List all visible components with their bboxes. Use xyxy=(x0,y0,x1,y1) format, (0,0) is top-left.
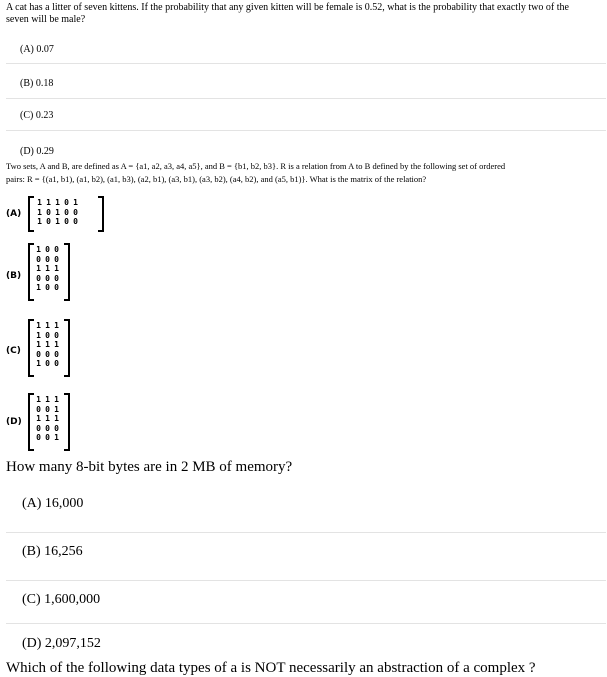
matrix-cell: 1 xyxy=(36,321,41,330)
matrix-cell: 1 xyxy=(36,245,41,254)
q3-option-b[interactable]: (B) 16,256 xyxy=(22,544,83,559)
matrix-row xyxy=(34,405,61,415)
matrix-cell: 0 xyxy=(45,359,50,368)
question-2-text xyxy=(6,160,606,186)
question-2-line-1: Two sets, A and B, are defined as A = {a1, a2, a3, a4, a5}, and B = {b1, b2, b3}. R is a relation from A to B defined by the following set of ordered xyxy=(6,161,506,171)
matrix-cell: 0 xyxy=(36,254,41,264)
matrix-option-c xyxy=(28,319,70,377)
matrix-b-table xyxy=(34,245,61,293)
matrix-row xyxy=(34,245,61,255)
q3-option-d[interactable]: (D) 2,097,152 xyxy=(22,636,101,651)
matrix-cell: 1 xyxy=(54,414,59,423)
matrix-cell: 1 xyxy=(54,395,59,404)
matrix-cell: 0 xyxy=(64,198,69,207)
matrix-cell: 0 xyxy=(54,359,59,368)
matrix-cell: 1 xyxy=(55,217,60,226)
matrix-cell: 1 xyxy=(55,198,60,207)
question-1-text xyxy=(6,2,606,26)
matrix-cell: 0 xyxy=(54,254,59,264)
question-2-line-2: pairs: R = {(a1, b1), (a1, b2), (a1, b3), (a2, b1), (a3, b1), (a3, b2), (a4, b2), and (a5, b1)}. What is the matrix of the relation? xyxy=(6,174,427,184)
q3-option-a[interactable]: (A) 16,000 xyxy=(22,496,84,511)
matrix-cell: 1 xyxy=(37,217,42,226)
matrix-cell: 0 xyxy=(45,404,50,414)
matrix-option-b xyxy=(28,243,70,301)
q1-option-d[interactable]: (D) 0.29 xyxy=(20,146,54,157)
matrix-row xyxy=(34,255,61,265)
matrix-cell: 0 xyxy=(45,433,50,442)
matrix-cell: 1 xyxy=(73,198,78,207)
matrix-cell: 0 xyxy=(46,217,51,226)
matrix-cell: 0 xyxy=(36,349,41,359)
matrix-cell: 1 xyxy=(37,207,42,217)
divider xyxy=(6,532,606,533)
matrix-cell: 0 xyxy=(36,433,41,442)
q1-option-b[interactable]: (B) 0.18 xyxy=(20,78,54,89)
matrix-row xyxy=(34,321,61,331)
matrix-row xyxy=(34,433,61,443)
matrix-row xyxy=(34,414,61,424)
q2-label-b[interactable]: (B) xyxy=(6,271,22,281)
matrix-cell: 0 xyxy=(45,423,50,433)
matrix-row xyxy=(34,264,61,274)
matrix-cell: 0 xyxy=(54,349,59,359)
divider xyxy=(6,130,606,131)
matrix-option-d xyxy=(28,393,70,451)
matrix-row xyxy=(35,198,80,208)
matrix-cell: 1 xyxy=(46,198,51,207)
matrix-cell: 1 xyxy=(37,198,42,207)
matrix-row xyxy=(34,395,61,405)
q2-label-a[interactable]: (A) xyxy=(6,209,22,219)
matrix-cell: 1 xyxy=(45,414,50,423)
matrix-cell: 1 xyxy=(36,330,41,340)
matrix-cell: 1 xyxy=(55,207,60,217)
matrix-cell: 1 xyxy=(45,340,50,349)
matrix-cell: 0 xyxy=(45,283,50,292)
q1-option-a[interactable]: (A) 0.07 xyxy=(20,44,54,55)
matrix-row xyxy=(34,350,61,360)
matrix-row xyxy=(35,217,80,227)
matrix-cell: 1 xyxy=(45,395,50,404)
divider xyxy=(6,623,606,624)
matrix-cell: 1 xyxy=(54,340,59,349)
matrix-cell: 0 xyxy=(54,283,59,292)
matrix-cell: 1 xyxy=(45,264,50,273)
matrix-cell: 1 xyxy=(36,395,41,404)
matrix-cell: 0 xyxy=(73,207,78,217)
q2-label-c[interactable]: (C) xyxy=(6,346,21,356)
matrix-row xyxy=(34,424,61,434)
matrix-cell: 0 xyxy=(46,207,51,217)
matrix-cell: 0 xyxy=(54,423,59,433)
matrix-cell: 0 xyxy=(54,330,59,340)
q3-option-c[interactable]: (C) 1,600,000 xyxy=(22,592,101,607)
matrix-cell: 1 xyxy=(36,264,41,273)
matrix-cell: 1 xyxy=(54,321,59,330)
matrix-cell: 0 xyxy=(64,217,69,226)
matrix-cell: 0 xyxy=(36,273,41,283)
matrix-row xyxy=(34,283,61,293)
divider xyxy=(6,580,606,581)
question-1-line-1: A cat has a litter of seven kittens. If the probability that any given kitten will be female is 0.52, what is the probability that exactly two of the xyxy=(6,2,569,13)
matrix-c-table xyxy=(34,321,61,369)
matrix-cell: 0 xyxy=(45,330,50,340)
question-1-line-2: seven will be male? xyxy=(6,14,86,25)
matrix-cell: 1 xyxy=(54,433,59,442)
q1-option-c[interactable]: (C) 0.23 xyxy=(20,110,54,121)
q2-label-d[interactable]: (D) xyxy=(6,417,22,427)
matrix-row xyxy=(34,340,61,350)
matrix-row xyxy=(35,208,80,218)
matrix-cell: 1 xyxy=(45,321,50,330)
matrix-cell: 1 xyxy=(36,340,41,349)
question-4-text-cutoff: Which of the following data types of a is NOT necessarily an abstraction of a complex ? xyxy=(6,660,536,676)
matrix-cell: 0 xyxy=(54,245,59,254)
matrix-cell: 1 xyxy=(54,404,59,414)
matrix-row xyxy=(34,274,61,284)
matrix-cell: 0 xyxy=(36,404,41,414)
matrix-cell: 1 xyxy=(36,283,41,292)
matrix-row xyxy=(34,331,61,341)
matrix-cell: 0 xyxy=(64,207,69,217)
matrix-d-table xyxy=(34,395,61,443)
divider xyxy=(6,98,606,99)
matrix-cell: 1 xyxy=(54,264,59,273)
matrix-a-table xyxy=(35,198,80,227)
matrix-cell: 1 xyxy=(36,414,41,423)
matrix-cell: 0 xyxy=(36,423,41,433)
matrix-cell: 0 xyxy=(73,217,78,226)
matrix-cell: 0 xyxy=(45,245,50,254)
matrix-cell: 0 xyxy=(45,273,50,283)
matrix-option-a xyxy=(28,196,104,232)
matrix-cell: 0 xyxy=(54,273,59,283)
matrix-row xyxy=(34,359,61,369)
matrix-cell: 0 xyxy=(45,349,50,359)
divider xyxy=(6,63,606,64)
matrix-cell: 1 xyxy=(36,359,41,368)
question-3-text: How many 8-bit bytes are in 2 MB of memory? xyxy=(6,459,293,475)
matrix-cell: 0 xyxy=(45,254,50,264)
